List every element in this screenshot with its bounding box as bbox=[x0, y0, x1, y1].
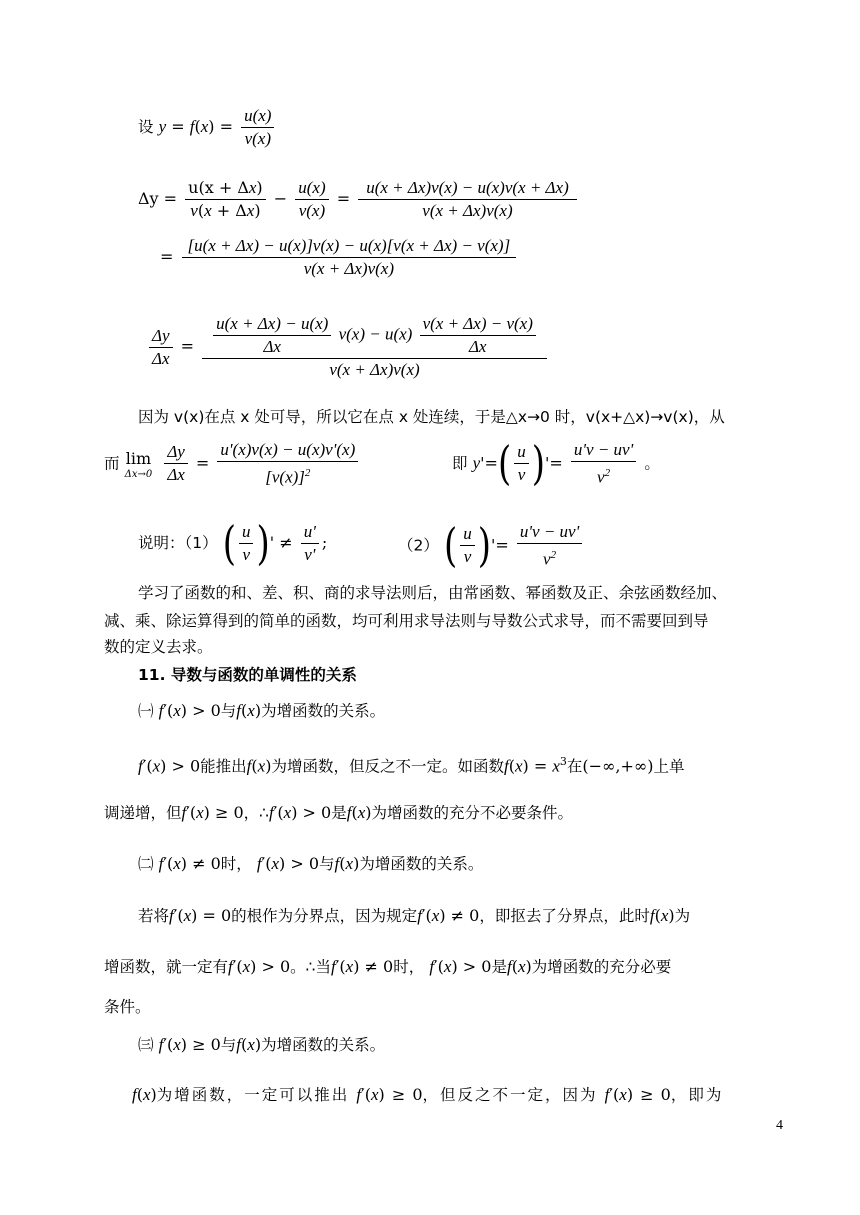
para3-c: ，即为 bbox=[670, 1086, 724, 1104]
para-2-line-2: 增函数，就一定有f′(x) > 0。∴当f′(x) ≠ 0时， f′(x) > 0是f(x)为增函数的充分必要 bbox=[104, 957, 672, 976]
para2-h: 是 bbox=[491, 958, 507, 976]
para1-c: 在 bbox=[566, 757, 583, 776]
case-2-tail: 为增函数的关系。 bbox=[359, 855, 484, 873]
text-because: 因为 v(x)在点 x 处可导，所以它在点 x 处连续，于是△x→0 时，v(x+△x)→v(x)，从 bbox=[138, 408, 725, 426]
para1-f: ，∴ bbox=[243, 804, 270, 822]
note-2: （2） ( $\frac{u}{v}$ )'= $\frac{u'v - uv'}{v^2}$ bbox=[398, 522, 585, 570]
para2-b: 的根作为分界点，因为规定 bbox=[231, 907, 418, 925]
case-2-mark: ㈡ bbox=[138, 855, 154, 873]
case-1-heading: ㈠ f′(x) > 0与f(x)为增函数的关系。 bbox=[138, 701, 386, 720]
text-with-2: 与 bbox=[319, 855, 335, 873]
case-2-heading: ㈡ f′(x) ≠ 0时， f′(x) > 0与f(x)为增函数的关系。 bbox=[138, 854, 484, 873]
case-3-tail: 为增函数的关系。 bbox=[261, 1036, 386, 1054]
para2-f: 。∴当 bbox=[290, 958, 332, 976]
para1-g: 是 bbox=[331, 804, 347, 822]
para1-b: 为增函数，但反之不一定。如函数 bbox=[271, 757, 504, 776]
summary-line-2: 减、乘、除运算得到的简单的函数，均可利用求导法则与导数公式求导，而不需要回到导 bbox=[104, 612, 709, 630]
text-shuoming: 说明：（1） bbox=[138, 534, 218, 552]
para2-e: 增函数，就一定有 bbox=[104, 958, 229, 976]
para2-a: 若将 bbox=[138, 907, 170, 925]
para-2-line-1: 若将f′(x) = 0的根作为分界点，因为规定f′(x) ≠ 0，即抠去了分界点，此时f(x)为 bbox=[138, 906, 691, 925]
formula-quotient: $\frac{\Delta y}{\Delta x}$ = $\frac{u(x + \Delta x) - u(x)}{\Delta x}$ v(x) − u(x) $\frac{v(x + \Delta x) - v(x)}{\Delta x}$ v(x + Δx)v(x) bbox=[146, 314, 550, 380]
para1-h: 为增函数的充分不必要条件。 bbox=[371, 804, 574, 822]
text-with: 与 bbox=[220, 702, 237, 720]
formula-limit: 而 lim Δx→0 $\frac{\Delta y}{\Delta x}$ = $\frac{u'(x)v(x) - u(x)v'(x)}{[v(x)]^2}$ bbox=[104, 440, 361, 488]
para-2-line-3: 条件。 bbox=[104, 998, 151, 1016]
text-period: 。 bbox=[644, 454, 660, 473]
formula-delta-y: Δy = $\frac{u(x + \Delta x)}{v(x + \Delta x)}$ − $\frac{u(x)}{v(x)}$ = $\frac{u(x + \Delta x)v(x) - u(x)v(x + \Delta x)}{v(x + \Delta x)v(x)}$ bbox=[138, 178, 580, 221]
case-1-mark: ㈠ bbox=[138, 702, 154, 720]
page-number: 4 bbox=[776, 1118, 783, 1133]
para-1-line-1: f′(x) > 0能推出f(x)为增函数，但反之不一定。如函数$f(x) = x^3$在(−∞,+∞)上单 bbox=[138, 755, 685, 776]
section-title: 11. 导数与函数的单调性的关系 bbox=[138, 666, 357, 684]
para1-d: 上单 bbox=[653, 757, 685, 776]
text-ji: 即 bbox=[452, 454, 468, 473]
para-3-line-1: f(x)为增函数，一定可以推出 f′(x) ≥ 0，但反之不一定，因为 f′(x) ≥ 0，即为 bbox=[132, 1085, 724, 1104]
para2-d: 为 bbox=[674, 907, 691, 925]
para3-b: ，但反之不一定，因为 bbox=[422, 1086, 598, 1104]
text-er: 而 bbox=[104, 454, 120, 473]
case-3-mark: ㈢ bbox=[138, 1036, 154, 1054]
para3-a: 为增函数，一定可以推出 bbox=[156, 1086, 350, 1104]
text-item2: （2） bbox=[398, 536, 439, 555]
note-1: 说明：（1） ( $\frac{u}{v}$ )' ≠ $\frac{u'}{v'}$ ; bbox=[138, 516, 328, 571]
formula-define-y: 设 y = f(x) = $\frac{u(x)}{v(x)}$ bbox=[138, 106, 277, 149]
case-1-tail: 为增函数的关系。 bbox=[261, 702, 386, 720]
case-2-a: 时， bbox=[220, 855, 252, 873]
case-3-heading: ㈢ f′(x) ≥ 0与f(x)为增函数的关系。 bbox=[138, 1035, 386, 1054]
para2-g: 时， bbox=[393, 958, 425, 976]
para1-e: 调递增，但 bbox=[104, 804, 182, 822]
formula-delta-y-expanded: = $\frac{[u(x + \Delta x) - u(x)]v(x) - u(x)[v(x + \Delta x) - v(x)]}{v(x + \Delta x)v(x)}$ bbox=[160, 236, 519, 279]
text-with-3: 与 bbox=[220, 1036, 237, 1054]
para2-c: ，即抠去了分界点，此时 bbox=[479, 907, 650, 925]
para2-i: 为增函数的充分必要 bbox=[531, 958, 672, 976]
formula-quotient-rule: 即 y'=( $\frac{u}{v}$ )'= $\frac{u'v - uv'}{v^2}$ 。 bbox=[452, 436, 660, 491]
para-1-line-2: 调递增，但f′(x) ≥ 0，∴f′(x) > 0是f(x)为增函数的充分不必要条件。 bbox=[104, 803, 574, 822]
para1-a: 能推出 bbox=[200, 757, 247, 776]
summary-line-3: 数的定义去求。 bbox=[104, 638, 213, 656]
summary-line-1: 学习了函数的和、差、积、商的求导法则后，由常函数、幂函数及正、余弦函数经加、 bbox=[138, 584, 728, 602]
text-let: 设 bbox=[138, 118, 154, 136]
